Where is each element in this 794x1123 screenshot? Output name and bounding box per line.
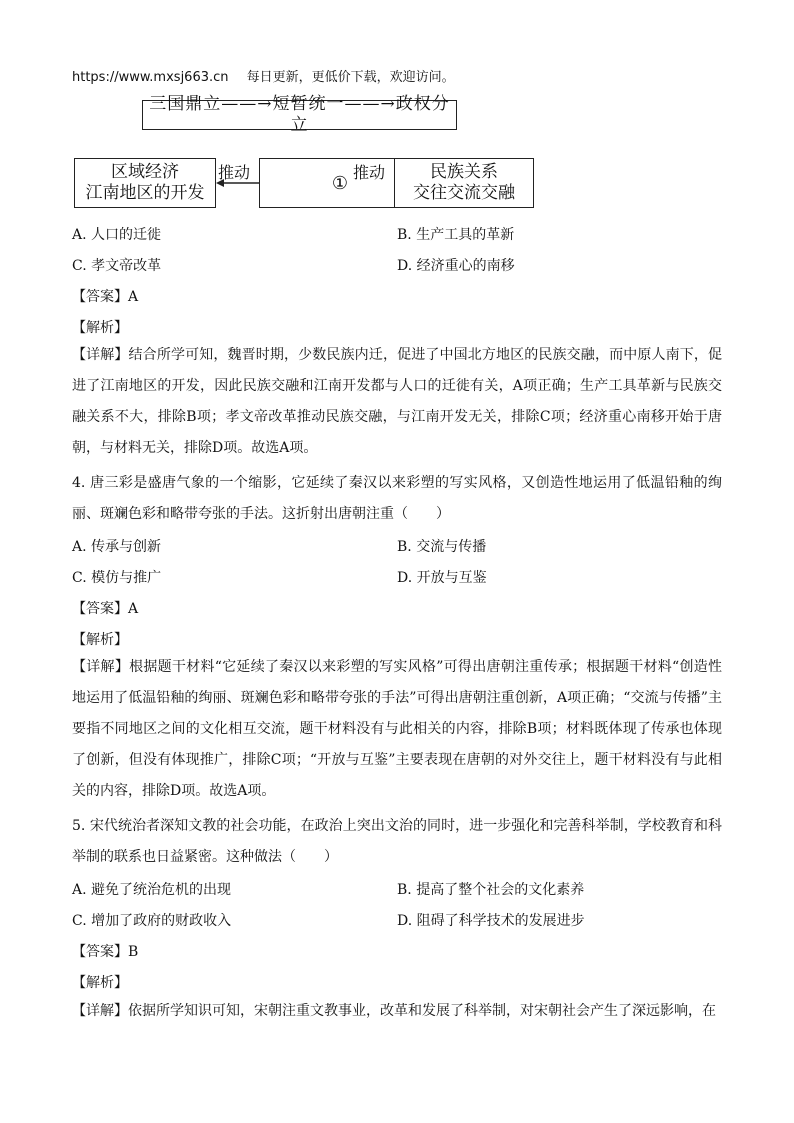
q4-analysis-heading: 【解析】 [72,632,128,648]
q5-option-a: A. 避免了统治危机的出现 [72,882,232,898]
q4-detail-label: 【详解】 [72,659,130,675]
q4-option-b: B. 交流与传播 [397,539,487,555]
q3-option-d: D. 经济重心的南移 [397,258,515,274]
left-box-line1: 区域经济 [111,162,179,182]
q4-stem: 4. 唐三彩是盛唐气象的一个缩影，它延续了秦汉以来彩塑的写实风格，又创造性地运用了低温铅釉的绚丽、斑斓色彩和略带夸张的手法。这折射出唐朝注重（ ） [72,475,722,522]
q5-analysis-heading: 【解析】 [72,975,128,991]
q5-detail [72,996,722,1027]
q3-option-b: B. 生产工具的革新 [397,227,515,243]
header-slogan: 每日更新，更低价下载，欢迎访问。 [246,70,455,85]
right-box-line2: 交往交流交融 [413,183,515,203]
diagram-right-box [394,158,534,208]
q4-detail-text: 根据题干材料“它延续了秦汉以来彩塑的写实风格”可得出唐朝注重传承；根据题干材料“创造性地运用了低温铅釉的绚丽、斑斓色彩和略带夸张的手法”可得出唐朝注重创新，A项正确；“交流与传播”主要指不同地区之间的文化相互交流，题干材料没有与此相关的内容，排除B项；材料既体现了传承也体现了创新，但没有体现推广，排除C项；“开放与互鉴”主要表现在唐朝的对外交往上，题干材料没有与此相关的内容，排除D项。故选A项。 [72,659,722,799]
q3-analysis-heading: 【解析】 [72,320,128,336]
q3-detail-label: 【详解】 [72,347,129,363]
concept-diagram [72,94,542,210]
q5-stem: 5. 宋代统治者深知文教的社会功能，在政治上突出文治的同时，进一步强化和完善科举制，学校教育和科举制的联系也日益紧密。这种做法（ ） [72,818,722,865]
q3-option-c: C. 孝文帝改革 [72,258,162,274]
q5-option-c: C. 增加了政府的财政收入 [72,913,232,929]
q4-option-a: A. 传承与创新 [72,539,162,555]
q3-option-a: A. 人口的迁徙 [72,227,162,243]
q4-option-d: D. 开放与互鉴 [397,570,487,586]
q5-detail-text: 依据所学知识可知，宋朝注重文教事业，改革和发展了科举制，对宋朝社会产生了深远影响，在 [128,1003,716,1019]
right-arrow-label: 推动 [353,163,386,182]
left-box-line2: 江南地区的开发 [85,183,205,203]
right-box-line1: 民族关系 [430,162,498,182]
q3-answer: 【答案】A [72,289,139,305]
page-header [72,66,455,85]
q3-detail-text: 结合所学可知，魏晋时期，少数民族内迁，促进了中国北方地区的民族交融，而中原人南下，促进了江南地区的开发，因此民族交融和江南开发都与人口的迁徙有关，A项正确；生产工具革新与民族交融关系不大，排除B项；孝文帝改革推动民族交融，与江南开发无关，排除C项；经济重心南移开始于唐朝，与材料无关，排除D项。故选A项。 [72,347,723,456]
diagram-left-box [74,158,216,208]
diagram-top-box: 三国鼎立——→短暂统一——→政权分立 [142,100,457,130]
left-arrow-label: 推动 [218,163,251,182]
q4-option-c: C. 模仿与推广 [72,570,162,586]
diagram-middle-box: ① [259,158,421,208]
header-url[interactable]: https://www.mxsj663.cn [72,70,229,85]
q5-answer: 【答案】B [72,944,139,960]
q5-option-b: B. 提高了整个社会的文化素养 [397,882,585,898]
q4-detail [72,652,722,807]
q5-detail-label: 【详解】 [72,1003,128,1019]
q5-option-d: D. 阻碍了科学技术的发展进步 [397,913,585,929]
q4-answer: 【答案】A [72,601,139,617]
q3-detail [72,340,722,464]
